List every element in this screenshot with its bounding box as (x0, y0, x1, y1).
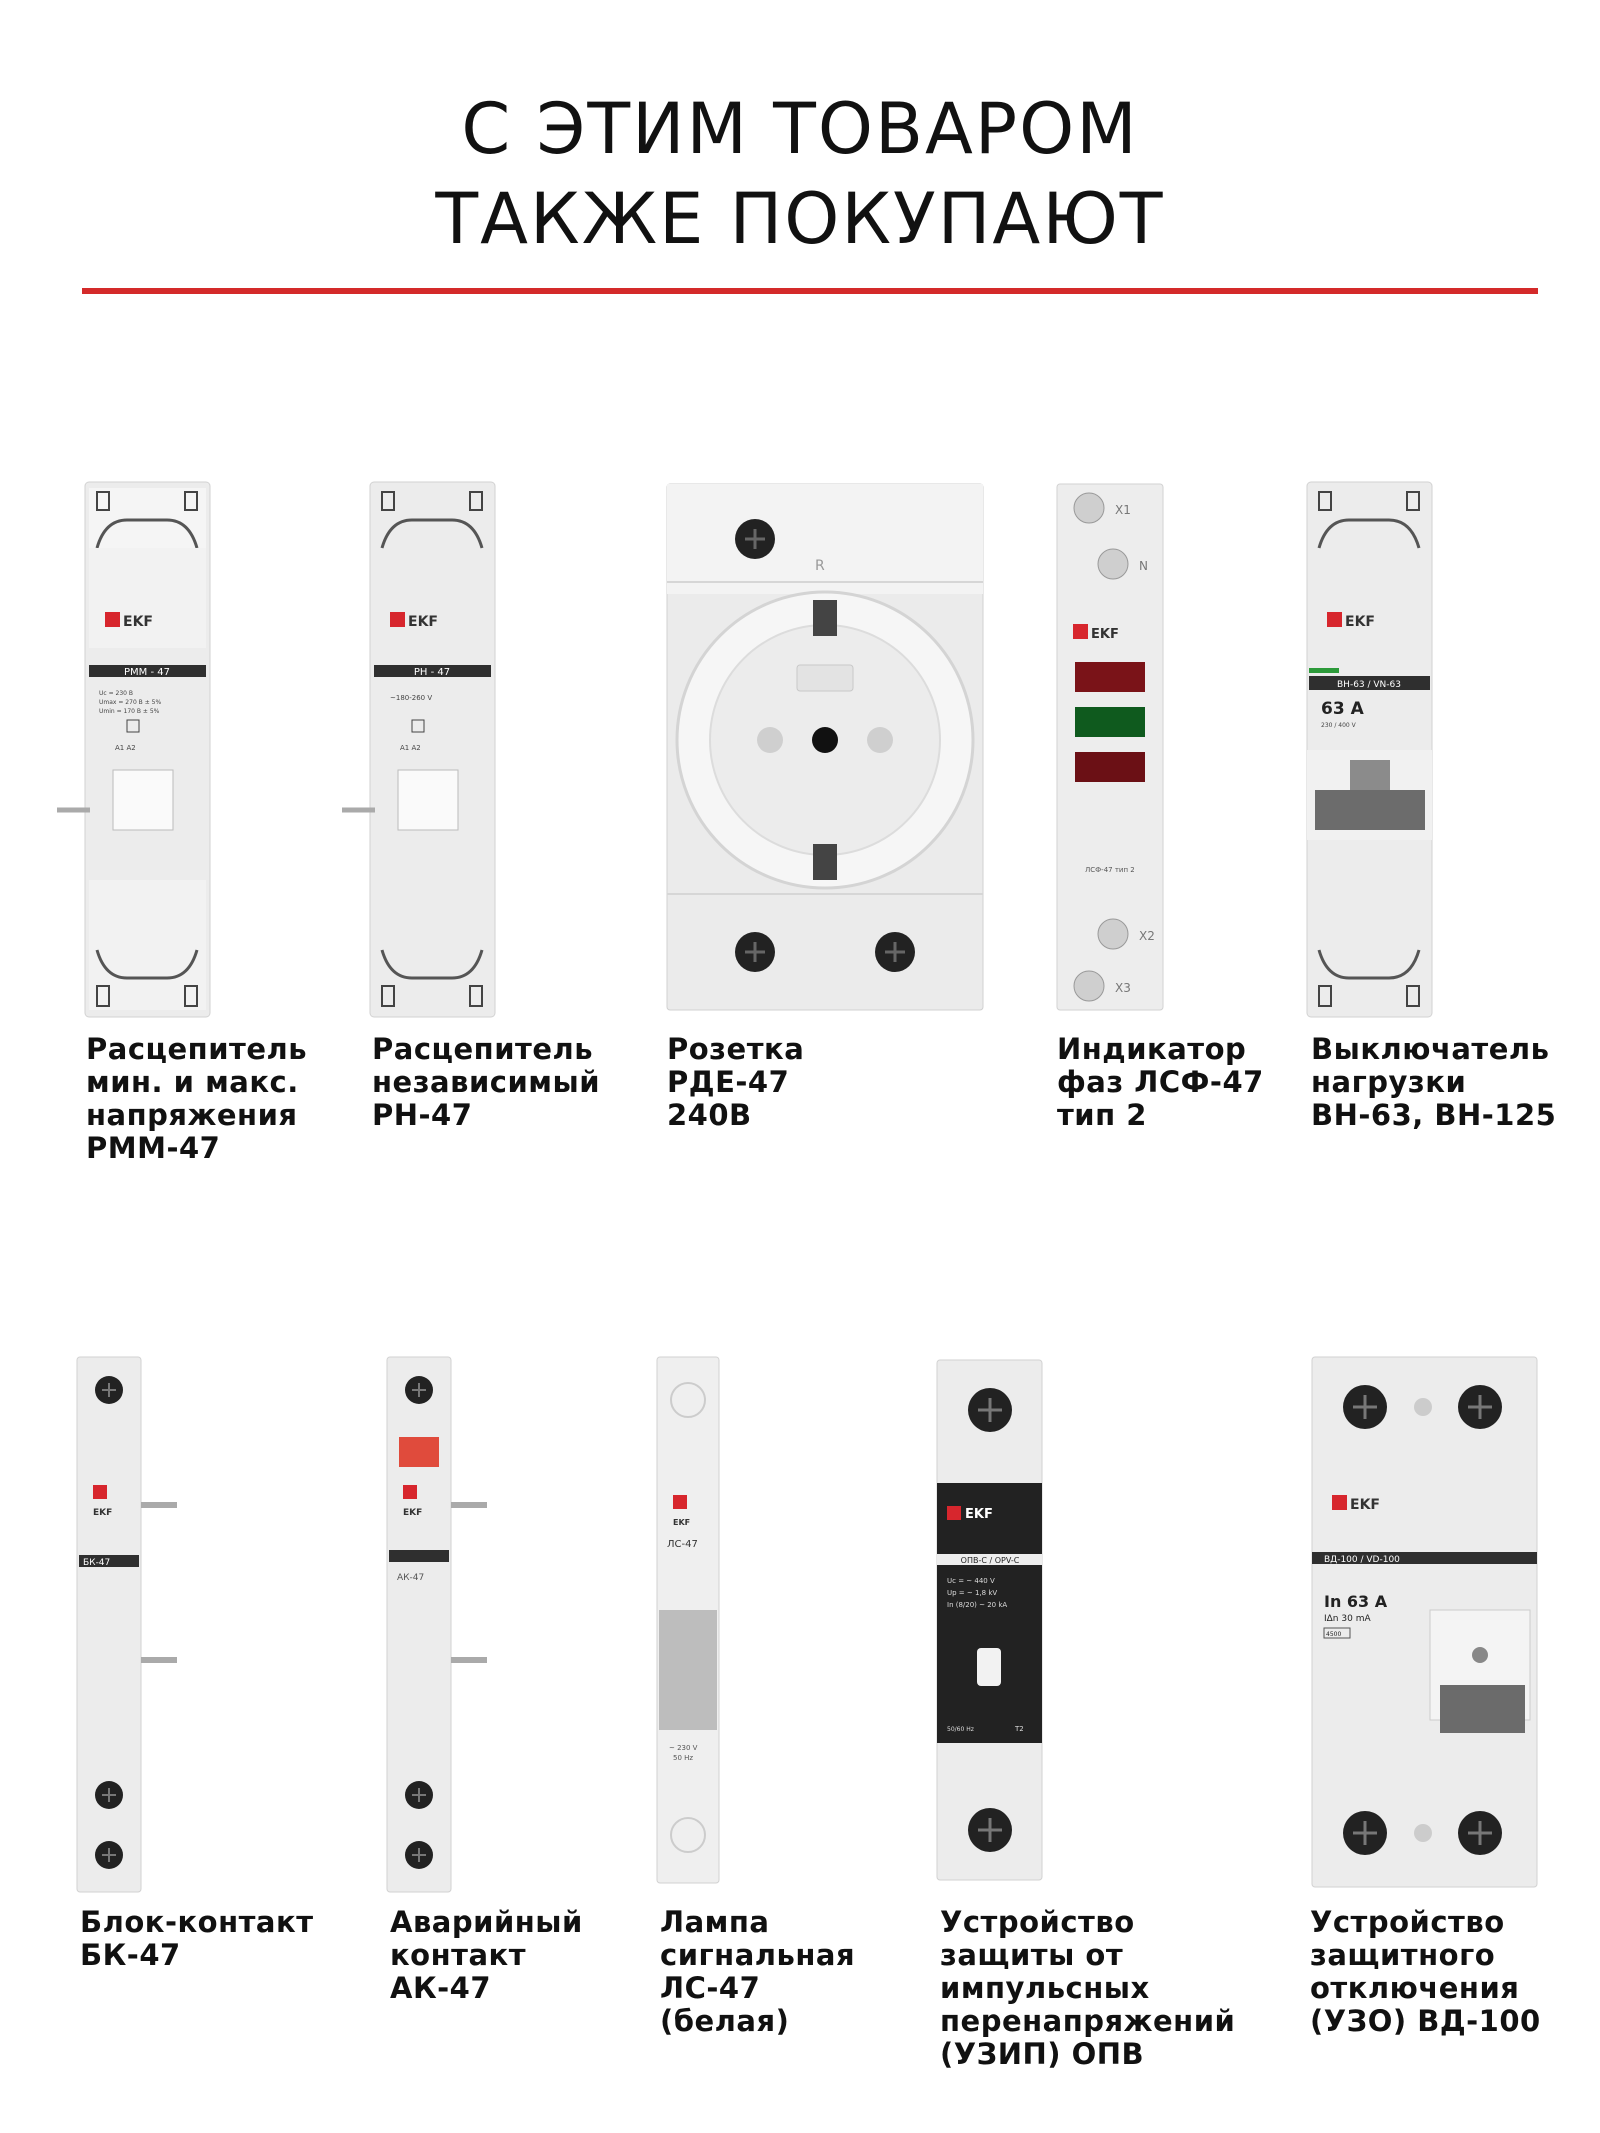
vn63-switch-image (1305, 480, 1435, 1020)
product-card-lsf47[interactable] (1055, 482, 1165, 1012)
product-card-rn47[interactable] (340, 480, 510, 1020)
rde47-socket-image (665, 482, 985, 1012)
svg-text:X3: X3 (1115, 981, 1131, 995)
svg-text:ОПВ-С / OPV-C: ОПВ-С / OPV-C (960, 1556, 1020, 1565)
product-caption-ls47: Лампа сигнальная ЛС-47 (белая) (660, 1905, 856, 2038)
product-card-ls47[interactable] (655, 1355, 725, 1885)
svg-text:Up = ~ 1,8 kV: Up = ~ 1,8 kV (947, 1589, 998, 1597)
product-card-bk47[interactable] (75, 1355, 185, 1895)
svg-text:EKF: EKF (965, 1507, 993, 1522)
svg-text:Uc = 230 В: Uc = 230 В (99, 690, 134, 697)
svg-text:EKF: EKF (1345, 614, 1375, 630)
svg-text:Umin = 170 В ± 5%: Umin = 170 В ± 5% (99, 708, 160, 715)
product-caption-ak47: Аварийный контакт АК-47 (390, 1905, 583, 2005)
bk47-contact-image (75, 1355, 185, 1895)
svg-text:ВН-63 / VN-63: ВН-63 / VN-63 (1337, 680, 1401, 690)
svg-text:~180-260 V: ~180-260 V (390, 694, 433, 702)
svg-text:РММ - 47: РММ - 47 (124, 667, 170, 678)
svg-text:A1 A2: A1 A2 (115, 744, 136, 752)
svg-text:50/60 Hz: 50/60 Hz (947, 1726, 974, 1733)
svg-text:Uc = ~ 440 V: Uc = ~ 440 V (947, 1577, 995, 1585)
product-card-rde47[interactable] (665, 482, 985, 1012)
svg-text:4500: 4500 (1326, 1631, 1342, 1638)
page-heading-line-1: С ЭТИМ ТОВАРОМ (461, 88, 1139, 170)
ls47-lamp-image (655, 1355, 725, 1885)
product-card-ak47[interactable] (385, 1355, 495, 1895)
vd100-rcd-image (1310, 1355, 1540, 1890)
page-heading-line-2: ТАКЖЕ ПОКУПАЮТ (435, 178, 1165, 260)
rmm47-device-image (55, 480, 225, 1020)
svg-text:EKF: EKF (93, 1508, 113, 1518)
product-caption-rde47: Розетка РДЕ-47 240В (667, 1032, 805, 1132)
svg-text:50 Hz: 50 Hz (673, 1754, 694, 1762)
svg-text:In (8/20) ~ 20 kA: In (8/20) ~ 20 kA (947, 1601, 1008, 1609)
rn47-device-image (340, 480, 510, 1020)
svg-text:EKF: EKF (1350, 1497, 1380, 1513)
svg-text:EKF: EKF (123, 614, 153, 630)
lsf47-indicator-image (1055, 482, 1165, 1012)
svg-text:A1 A2: A1 A2 (400, 744, 421, 752)
svg-text:ВД-100 / VD-100: ВД-100 / VD-100 (1324, 1555, 1400, 1565)
product-card-vd100[interactable] (1310, 1355, 1540, 1890)
product-caption-bk47: Блок-контакт БК-47 (80, 1905, 314, 1972)
product-caption-vd100: Устройство защитного отключения (УЗО) ВД-100 (1310, 1905, 1541, 2038)
svg-text:N: N (1139, 559, 1148, 573)
accent-divider (82, 288, 1538, 294)
product-card-opv[interactable] (935, 1358, 1045, 1883)
svg-text:Umax = 270 В ± 5%: Umax = 270 В ± 5% (99, 699, 162, 706)
svg-text:ЛС-47: ЛС-47 (667, 1539, 698, 1550)
svg-text:T2: T2 (1015, 1725, 1024, 1733)
ak47-contact-image (385, 1355, 495, 1895)
product-caption-vn63: Выключатель нагрузки ВН-63, ВН-125 (1311, 1032, 1557, 1132)
svg-text:EKF: EKF (408, 614, 438, 630)
svg-text:ЛСФ-47 тип 2: ЛСФ-47 тип 2 (1085, 866, 1135, 874)
svg-text:IΔn 30 mA: IΔn 30 mA (1324, 1614, 1371, 1624)
svg-text:АК-47: АК-47 (397, 1573, 425, 1583)
svg-text:EKF: EKF (673, 1518, 691, 1527)
svg-text:X2: X2 (1139, 929, 1155, 943)
svg-text:EKF: EKF (403, 1508, 423, 1518)
product-card-vn63[interactable] (1305, 480, 1435, 1020)
product-caption-opv: Устройство защиты от импульсных перенапряжений (УЗИП) ОПВ (940, 1905, 1236, 2071)
svg-text:63 A: 63 A (1321, 699, 1364, 719)
svg-text:РН - 47: РН - 47 (413, 667, 451, 678)
svg-text:X1: X1 (1115, 503, 1131, 517)
svg-text:~ 230 V: ~ 230 V (669, 1744, 698, 1752)
opv-surge-protector-image (935, 1358, 1045, 1883)
svg-text:230 / 400 V: 230 / 400 V (1321, 722, 1356, 729)
product-caption-rn47: Расцепитель независимый РН-47 (372, 1032, 601, 1132)
svg-text:R: R (815, 558, 825, 574)
svg-text:БК-47: БК-47 (83, 1558, 111, 1568)
svg-text:EKF: EKF (1091, 627, 1119, 642)
product-caption-lsf47: Индикатор фаз ЛСФ-47 тип 2 (1057, 1032, 1264, 1132)
product-card-rmm47[interactable] (55, 480, 225, 1020)
svg-text:In 63 A: In 63 A (1324, 1592, 1388, 1611)
product-caption-rmm47: Расцепитель мин. и макс. напряжения РММ-47 (86, 1032, 308, 1165)
